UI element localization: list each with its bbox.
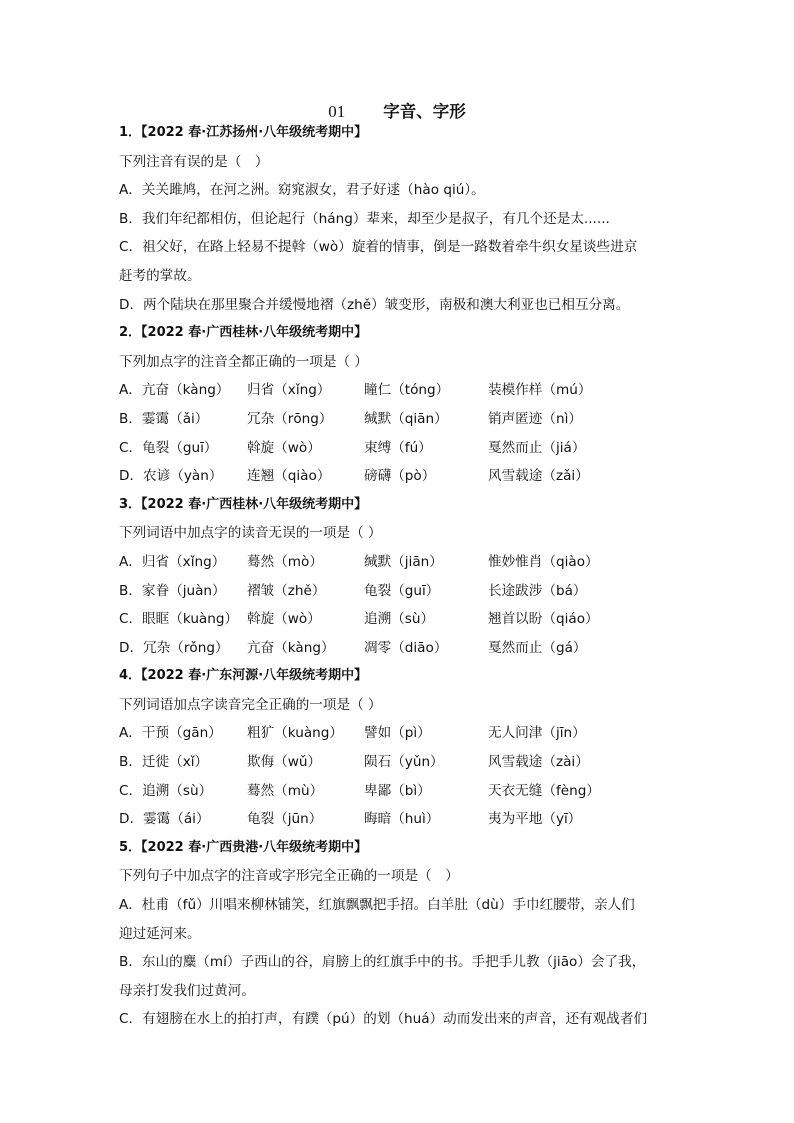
option-line: C．祖父好，在路上轻易不提斡（wò）旋着的情事，倒是一路数着牵牛织女星谈些进京: [119, 239, 638, 256]
word: 追溯（sù）: [364, 611, 435, 628]
question-2: [119, 319, 689, 491]
question-header: 1．【2022 春·江苏扬州·八年级统考期中】: [119, 125, 368, 140]
question-stem: 下列句子中加点字的注音或字形完全正确的一项是（ ）: [119, 868, 459, 885]
word: 缄默（jiān）: [364, 553, 443, 570]
option-line: B．我们年纪都相仿，但论起行（háng）辈来，却至少是叔子，有几个还是太......: [119, 210, 610, 227]
option-line: 赶考的掌故。: [119, 267, 201, 284]
word: 斡旋（wò）: [247, 439, 321, 456]
word: 风雪载途（zài）: [488, 754, 589, 771]
question-stem: 下列加点字的注音全都正确的一项是（ ）: [119, 353, 369, 370]
option-row: [119, 634, 689, 663]
option-row: [119, 777, 689, 806]
word: 装模作样（mú）: [488, 382, 592, 399]
title-text: 字音、字形: [383, 102, 466, 121]
question-1: [119, 119, 689, 319]
option-row: [119, 405, 689, 434]
word: 束缚（fú）: [364, 439, 432, 456]
question-header: 5．【2022 春·广西贵港·八年级统考期中】: [119, 839, 368, 855]
word: 缄默（qiān）: [364, 410, 448, 427]
option-line: A．杜甫（fǔ）川唱来柳林铺笑，红旗飘飘把手招。白羊肚（dù）手巾红腰带，亲人们: [119, 897, 635, 914]
word: 亢奋（kàng）: [247, 639, 335, 656]
word: 无人问津（jīn）: [488, 725, 586, 742]
word: 褶皱（zhě）: [247, 582, 326, 599]
option-a: A．亢奋（kàng）: [119, 382, 230, 399]
word: 蓦然（mù）: [247, 782, 324, 799]
question-list: [119, 119, 689, 1034]
option-d: D．霎霭（ái）: [119, 811, 210, 828]
word: 蓦然（mò）: [247, 553, 323, 570]
word: 凋零（diāo）: [364, 639, 448, 656]
option-d: D．农谚（yàn）: [119, 468, 223, 485]
word: 磅礴（pò）: [364, 468, 436, 485]
option-a: A．干预（gān）: [119, 725, 222, 742]
option-row: [119, 462, 689, 491]
word: 戛然而止（gá）: [488, 639, 587, 656]
question-stem: 下列注音有误的是（ ）: [119, 153, 269, 170]
word: 斡旋（wò）: [247, 611, 321, 628]
word: 粗犷（kuàng）: [247, 725, 344, 742]
option-b: B．霎霭（ǎi）: [119, 410, 209, 427]
option-line: D．两个陆块在那里聚合并缓慢地褶（zhě）皱变形，南极和澳大利亚也已相互分离。: [119, 296, 630, 313]
option-line: C．有翅膀在水上的拍打声，有蹼（pú）的划（huá）动而发出来的声音，还有观战者们: [119, 1011, 648, 1028]
title-number: 01: [328, 102, 346, 121]
option-line: A．关关雎鸠，在河之洲。窈窕淑女，君子好逑（hào qiú）。: [119, 182, 485, 199]
option-row: [119, 719, 689, 748]
option-d: D．冗杂（rǒng）: [119, 639, 229, 656]
option-row: [119, 605, 689, 634]
word: 归省（xǐng）: [247, 382, 331, 399]
question-header: 4．【2022 春·广东河源·八年级统考期中】: [119, 668, 368, 684]
option-row: [119, 805, 689, 834]
option-c: C．追溯（sù）: [119, 782, 213, 799]
question-header: 2．【2022 春·广西桂林·八年级统考期中】: [119, 325, 368, 341]
question-3: [119, 491, 689, 663]
option-line: 母亲打发我们过黄河。: [119, 982, 255, 999]
word: 冗杂（rōng）: [247, 410, 333, 427]
word: 譬如（pì）: [364, 725, 431, 742]
option-line: B．东山的麋（mí）子西山的谷，肩膀上的红旗手中的书。手把手儿教（jiāo）会了我，: [119, 954, 646, 971]
word: 陨石（yǔn）: [364, 754, 444, 771]
word: 天衣无缝（fèng）: [488, 782, 600, 799]
option-row: [119, 434, 689, 463]
option-row: [119, 748, 689, 777]
word: 瞳仁（tóng）: [364, 382, 450, 399]
question-4: [119, 662, 689, 834]
word: 戛然而止（jiá）: [488, 439, 586, 456]
word: 龟裂（guī）: [364, 582, 440, 599]
word: 销声匿迹（nì）: [488, 410, 582, 427]
word: 龟裂（jūn）: [247, 811, 323, 828]
word: 连翘（qiào）: [247, 468, 331, 485]
word: 卑鄙（bì）: [364, 782, 431, 799]
question-stem: 下列词语中加点字的读音无误的一项是（ ）: [119, 525, 382, 542]
word: 欺侮（wǔ）: [247, 754, 322, 771]
option-c: C．眼眶（kuàng）: [119, 611, 239, 628]
option-line: 迎过延河来。: [119, 925, 201, 942]
option-row: [119, 548, 689, 577]
option-b: B．迁徙（xǐ）: [119, 754, 209, 771]
word: 夷为平地（yī）: [488, 811, 582, 828]
word: 翘首以盼（qiáo）: [488, 611, 599, 628]
word: 晦暗（huì）: [364, 811, 440, 828]
word: 惟妙惟肖（qiào）: [488, 553, 599, 570]
question-header: 3．【2022 春·广西桂林·八年级统考期中】: [119, 496, 368, 512]
option-row: [119, 376, 689, 405]
option-a: A．归省（xǐng）: [119, 553, 226, 570]
question-5: [119, 834, 689, 1034]
option-c: C．龟裂（guī）: [119, 439, 218, 456]
option-b: B．家眷（juàn）: [119, 582, 226, 599]
word: 长途跋涉（bá）: [488, 582, 587, 599]
word: 风雪载途（zǎi）: [488, 468, 589, 485]
question-stem: 下列词语加点字读音完全正确的一项是（ ）: [119, 696, 382, 713]
option-row: [119, 577, 689, 606]
